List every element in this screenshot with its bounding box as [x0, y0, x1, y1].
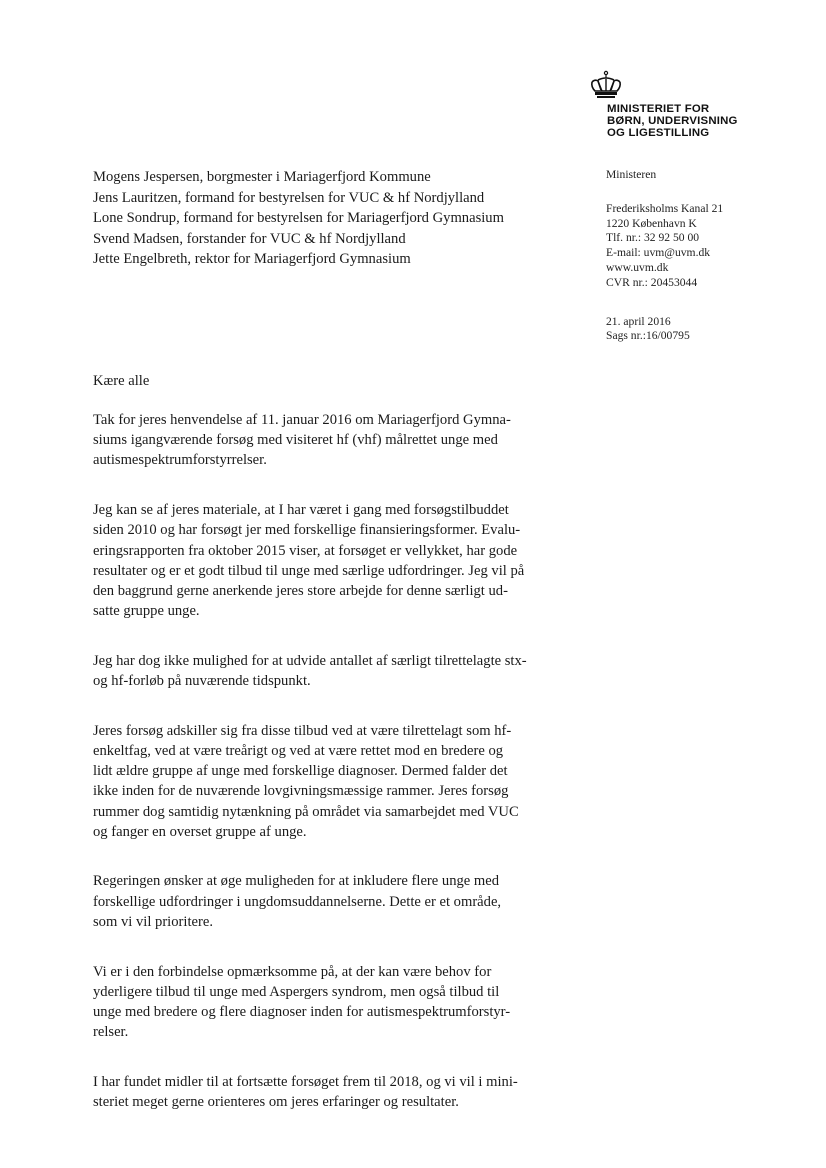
paragraph-line: og fanger en overset gruppe af unge.: [93, 823, 307, 840]
address-line: Frederiksholms Kanal 21: [606, 201, 724, 215]
paragraph-line: relser.: [93, 1024, 129, 1041]
paragraph-line: siums igangværende forsøg med visiteret hf (vhf) målrettet unge med: [93, 432, 498, 449]
body-paragraph: [93, 721, 563, 842]
address-line: E-mail: uvm@uvm.dk: [606, 246, 711, 260]
recipient-line: Jette Engelbreth, rektor for Mariagerfjord Gymnasium: [93, 251, 411, 267]
paragraph-line: Tak for jeres henvendelse af 11. januar 2016 om Mariagerfjord Gymna-: [93, 412, 511, 428]
paragraph-line: Vi er i den forbindelse opmærksomme på, at der kan være behov for: [93, 963, 492, 980]
address-line: CVR nr.: 20453044: [606, 275, 698, 289]
body-paragraph: [93, 871, 563, 932]
case-number: Sags nr.:16/00795: [606, 329, 690, 343]
sender-address: [606, 202, 723, 291]
recipient-line: Mogens Jespersen, borgmester i Mariagerfjord Kommune: [93, 169, 431, 185]
ministry-line: OG LIGESTILLING: [607, 127, 710, 139]
ministry-line: MINISTERIET FOR: [607, 103, 710, 115]
paragraph-line: unge med bredere og flere diagnoser inden for autismespektrumforstyr-: [93, 1003, 511, 1020]
paragraph-line: Jeg har dog ikke mulighed for at udvide antallet af særligt tilrettelagte stx-: [93, 652, 527, 669]
letter-body: [93, 410, 563, 1142]
paragraph-line: eringsrapporten fra oktober 2015 viser, at forsøget er vellykket, har gode: [93, 542, 518, 559]
address-line: 1220 København K: [606, 216, 697, 230]
paragraph-line: I har fundet midler til at fortsætte forsøget frem til 2018, og vi vil i mini-: [93, 1073, 518, 1090]
paragraph-line: rummer dog samtidig nytænkning på området via samarbejdet med VUC: [93, 803, 519, 820]
recipient-line: Lone Sondrup, formand for bestyrelsen for Mariagerfjord Gymnasium: [93, 210, 504, 226]
crown-icon: [589, 70, 623, 100]
paragraph-line: forskellige udfordringer i ungdomsuddannelserne. Dette er et område,: [93, 893, 502, 910]
recipient-line: Jens Lauritzen, formand for bestyrelsen for VUC & hf Nordjylland: [93, 189, 485, 206]
body-paragraph: [93, 1072, 563, 1112]
paragraph-line: yderligere tilbud til unge med Aspergers syndrom, men også tilbud til: [93, 983, 500, 1000]
body-paragraph: [93, 410, 563, 471]
sender-sidebar: [606, 168, 723, 344]
paragraph-line: resultater og er et godt tilbud til unge med særlige udfordringer. Jeg vil på: [93, 562, 525, 579]
paragraph-line: den baggrund gerne anerkende jeres store arbejde for denne særligt ud-: [93, 582, 508, 599]
body-paragraph: [93, 962, 563, 1043]
paragraph-line: som vi vil prioritere.: [93, 913, 213, 930]
recipient-line: Svend Madsen, forstander for VUC & hf Nordjylland: [93, 230, 406, 247]
paragraph-line: Regeringen ønsker at øge muligheden for at inkludere flere unge med: [93, 873, 500, 890]
recipient-list: [93, 167, 504, 270]
ministry-line: BØRN, UNDERVISNING: [607, 115, 738, 127]
sender-title: Ministeren: [606, 168, 657, 181]
address-line: www.uvm.dk: [606, 260, 669, 274]
paragraph-line: siden 2010 og har forsøgt jer med forskellige finansieringsformer. Evalu-: [93, 522, 521, 539]
address-line: Tlf. nr.: 32 92 50 00: [606, 231, 700, 245]
paragraph-line: og hf-forløb på nuværende tidspunkt.: [93, 673, 311, 690]
paragraph-line: ikke inden for de nuværende lovgivningsmæssige rammer. Jeres forsøg: [93, 783, 509, 800]
letter-date: 21. april 2016: [606, 314, 671, 328]
ministry-name: [607, 103, 738, 139]
paragraph-line: Jeg kan se af jeres materiale, at I har været i gang med forsøgstilbuddet: [93, 502, 509, 519]
paragraph-line: satte gruppe unge.: [93, 603, 200, 620]
body-paragraph: [93, 651, 563, 691]
paragraph-line: steriet meget gerne orienteres om jeres erfaringer og resultater.: [93, 1094, 459, 1111]
paragraph-line: lidt ældre gruppe af unge med forskellige diagnoser. Dermed falder det: [93, 763, 508, 780]
paragraph-line: Jeres forsøg adskiller sig fra disse tilbud ved at være tilrettelagt som hf-: [93, 722, 512, 739]
body-paragraph: [93, 500, 563, 621]
paragraph-line: enkeltfag, ved at være treårigt og ved at være rettet mod en bredere og: [93, 742, 504, 759]
paragraph-line: autismespektrumforstyrrelser.: [93, 452, 267, 469]
greeting: Kære alle: [93, 373, 150, 389]
